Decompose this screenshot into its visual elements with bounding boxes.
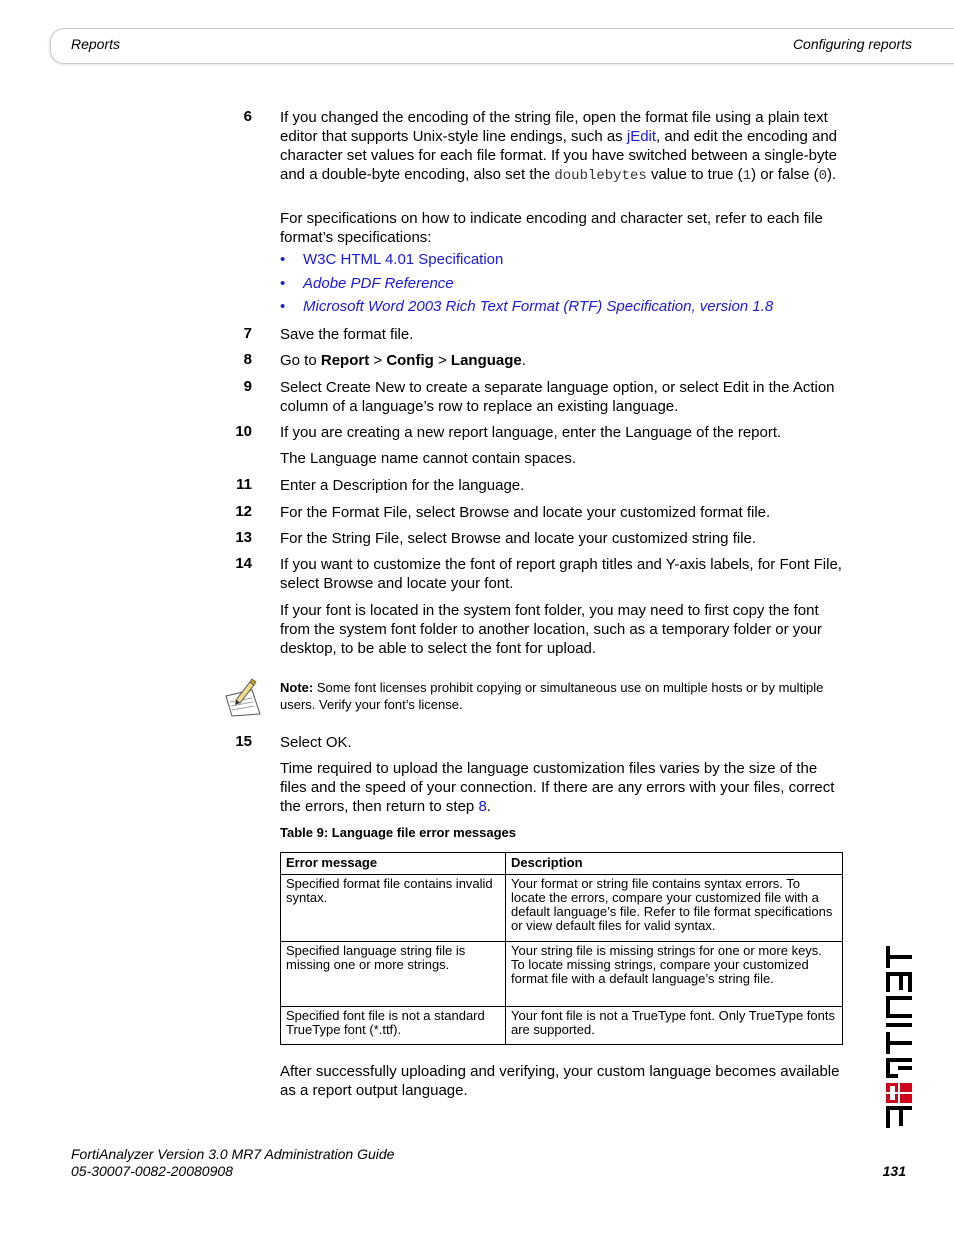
- step-12-text: For the Format File, select Browse and locate your customized format file.: [280, 504, 771, 521]
- step-14-detail: If your font is located in the system font folder, you may need to first copy the font from the system font folder to another location, such as a temporary folder or your desktop, to be able to select the font for upload.: [280, 602, 822, 657]
- description-cell: Your string file is missing strings for one or more keys. To locate missing strings, compare your customized format file with a default language’s string file.: [506, 942, 843, 1007]
- header-section-title: Reports: [71, 36, 121, 52]
- table-header-row: [281, 853, 843, 875]
- bullet-marker: •: [280, 275, 286, 292]
- table-caption: Table 9: Language file error messages: [280, 825, 517, 840]
- step-number: 8: [243, 351, 252, 368]
- step-7-text: Save the format file.: [280, 326, 414, 343]
- note-text: [280, 679, 840, 713]
- menu-separator: >: [369, 352, 387, 369]
- step-9-text: Select Create New to create a separate language option, or select Edit in the Action column of a language’s row to replace an existing language.: [280, 379, 835, 415]
- menu-report: Report: [320, 352, 370, 369]
- error-cell: Specified format file contains invalid syntax.: [281, 875, 506, 942]
- step-number: 10: [235, 423, 252, 440]
- table-row: [281, 875, 843, 942]
- header-chapter-title: Configuring reports: [792, 36, 912, 52]
- step-6-text-b: , and edit the encoding and character set values for each file format. If you have switched between a single-byte and a double-byte encoding, also set the: [280, 128, 838, 183]
- pdf-reference-link[interactable]: Adobe PDF Reference: [303, 275, 454, 292]
- false-code: 0: [818, 168, 828, 184]
- step-15-detail: [280, 759, 845, 816]
- step-number: 9: [243, 378, 252, 395]
- footer-doc-number: 05-30007-0082-20080908: [71, 1163, 233, 1179]
- step-number: 15: [235, 733, 252, 750]
- table-row: [281, 1007, 843, 1045]
- column-header-error: Error message: [281, 853, 506, 875]
- step-8-post: .: [521, 352, 526, 369]
- rtf-spec-link[interactable]: Microsoft Word 2003 Rich Text Format (RTF) Specification, version 1.8: [303, 298, 774, 315]
- true-code: 1: [742, 168, 752, 184]
- description-cell: Your format or string file contains syntax errors. To locate the errors, compare your customized file with a default language’s file. Refer to file format specifications or view default files for valid syntax.: [506, 875, 843, 942]
- step-10-text: If you are creating a new report language, enter the Language of the report.: [280, 424, 782, 441]
- step-6-text-d: ) or false (: [751, 166, 819, 183]
- step-15-detail-end: .: [486, 798, 491, 815]
- bullet-marker: •: [280, 298, 286, 315]
- step-6-text: [280, 108, 845, 186]
- closing-paragraph: After successfully uploading and verifying, your custom language becomes available as a report output language.: [280, 1063, 840, 1099]
- step-6-text-e: ).: [827, 166, 837, 183]
- description-cell: Your font file is not a TrueType font. Only TrueType fonts are supported.: [506, 1007, 843, 1045]
- step-15-detail-text: Time required to upload the language customization files varies by the size of the files and the speed of your connection. If there are any errors with your files, correct the errors, then return to step: [280, 760, 835, 815]
- step-11-text: Enter a Description for the language.: [280, 477, 525, 494]
- menu-language: Language: [450, 352, 522, 369]
- jedit-link[interactable]: jEdit: [626, 128, 657, 145]
- step-number: 14: [235, 555, 252, 572]
- step-number: 6: [243, 108, 252, 125]
- doublebytes-code: doublebytes: [554, 168, 647, 184]
- page-number: 131: [882, 1163, 906, 1179]
- step-10-note: The Language name cannot contain spaces.: [280, 450, 577, 467]
- step-number: 12: [235, 503, 252, 520]
- error-cell: Specified font file is not a standard TrueType font (*.ttf).: [281, 1007, 506, 1045]
- error-messages-table: [280, 852, 843, 1045]
- table-row: [281, 942, 843, 1007]
- note-body: Some font licenses prohibit copying or simultaneous use on multiple hosts or by multiple users. Verify your font’s license.: [280, 680, 824, 712]
- note-pencil-icon: [222, 676, 264, 718]
- step-number: 11: [236, 476, 252, 493]
- step-8-text: [280, 351, 845, 370]
- bullet-marker: •: [280, 251, 286, 268]
- step-13-text: For the String File, select Browse and locate your customized string file.: [280, 530, 757, 547]
- step-number: 7: [243, 325, 252, 342]
- step-6-text-c: value to true (: [646, 166, 743, 183]
- error-cell: Specified language string file is missing one or more strings.: [281, 942, 506, 1007]
- footer-guide-title: FortiAnalyzer Version 3.0 MR7 Administration Guide: [71, 1146, 395, 1162]
- html-spec-link[interactable]: W3C HTML 4.01 Specification: [303, 251, 504, 268]
- menu-separator: >: [433, 352, 451, 369]
- step-6-specs-intro: For specifications on how to indicate encoding and character set, refer to each file format’s specifications:: [280, 210, 823, 246]
- step-15-text: Select OK.: [280, 734, 352, 751]
- step-8-pre: Go to: [280, 352, 321, 369]
- menu-config: Config: [386, 352, 434, 369]
- step-8-link[interactable]: 8: [478, 798, 487, 815]
- note-label: Note:: [280, 680, 314, 695]
- step-6-text-a: If you changed the encoding of the string file, open the format file using a plain text editor that supports Unix-style line endings, such as: [280, 109, 828, 145]
- column-header-description: Description: [506, 853, 843, 875]
- fortinet-logo: [884, 940, 914, 1130]
- step-14-text: If you want to customize the font of report graph titles and Y-axis labels, for Font File, select Browse and locate your font.: [280, 556, 842, 592]
- step-number: 13: [235, 529, 252, 546]
